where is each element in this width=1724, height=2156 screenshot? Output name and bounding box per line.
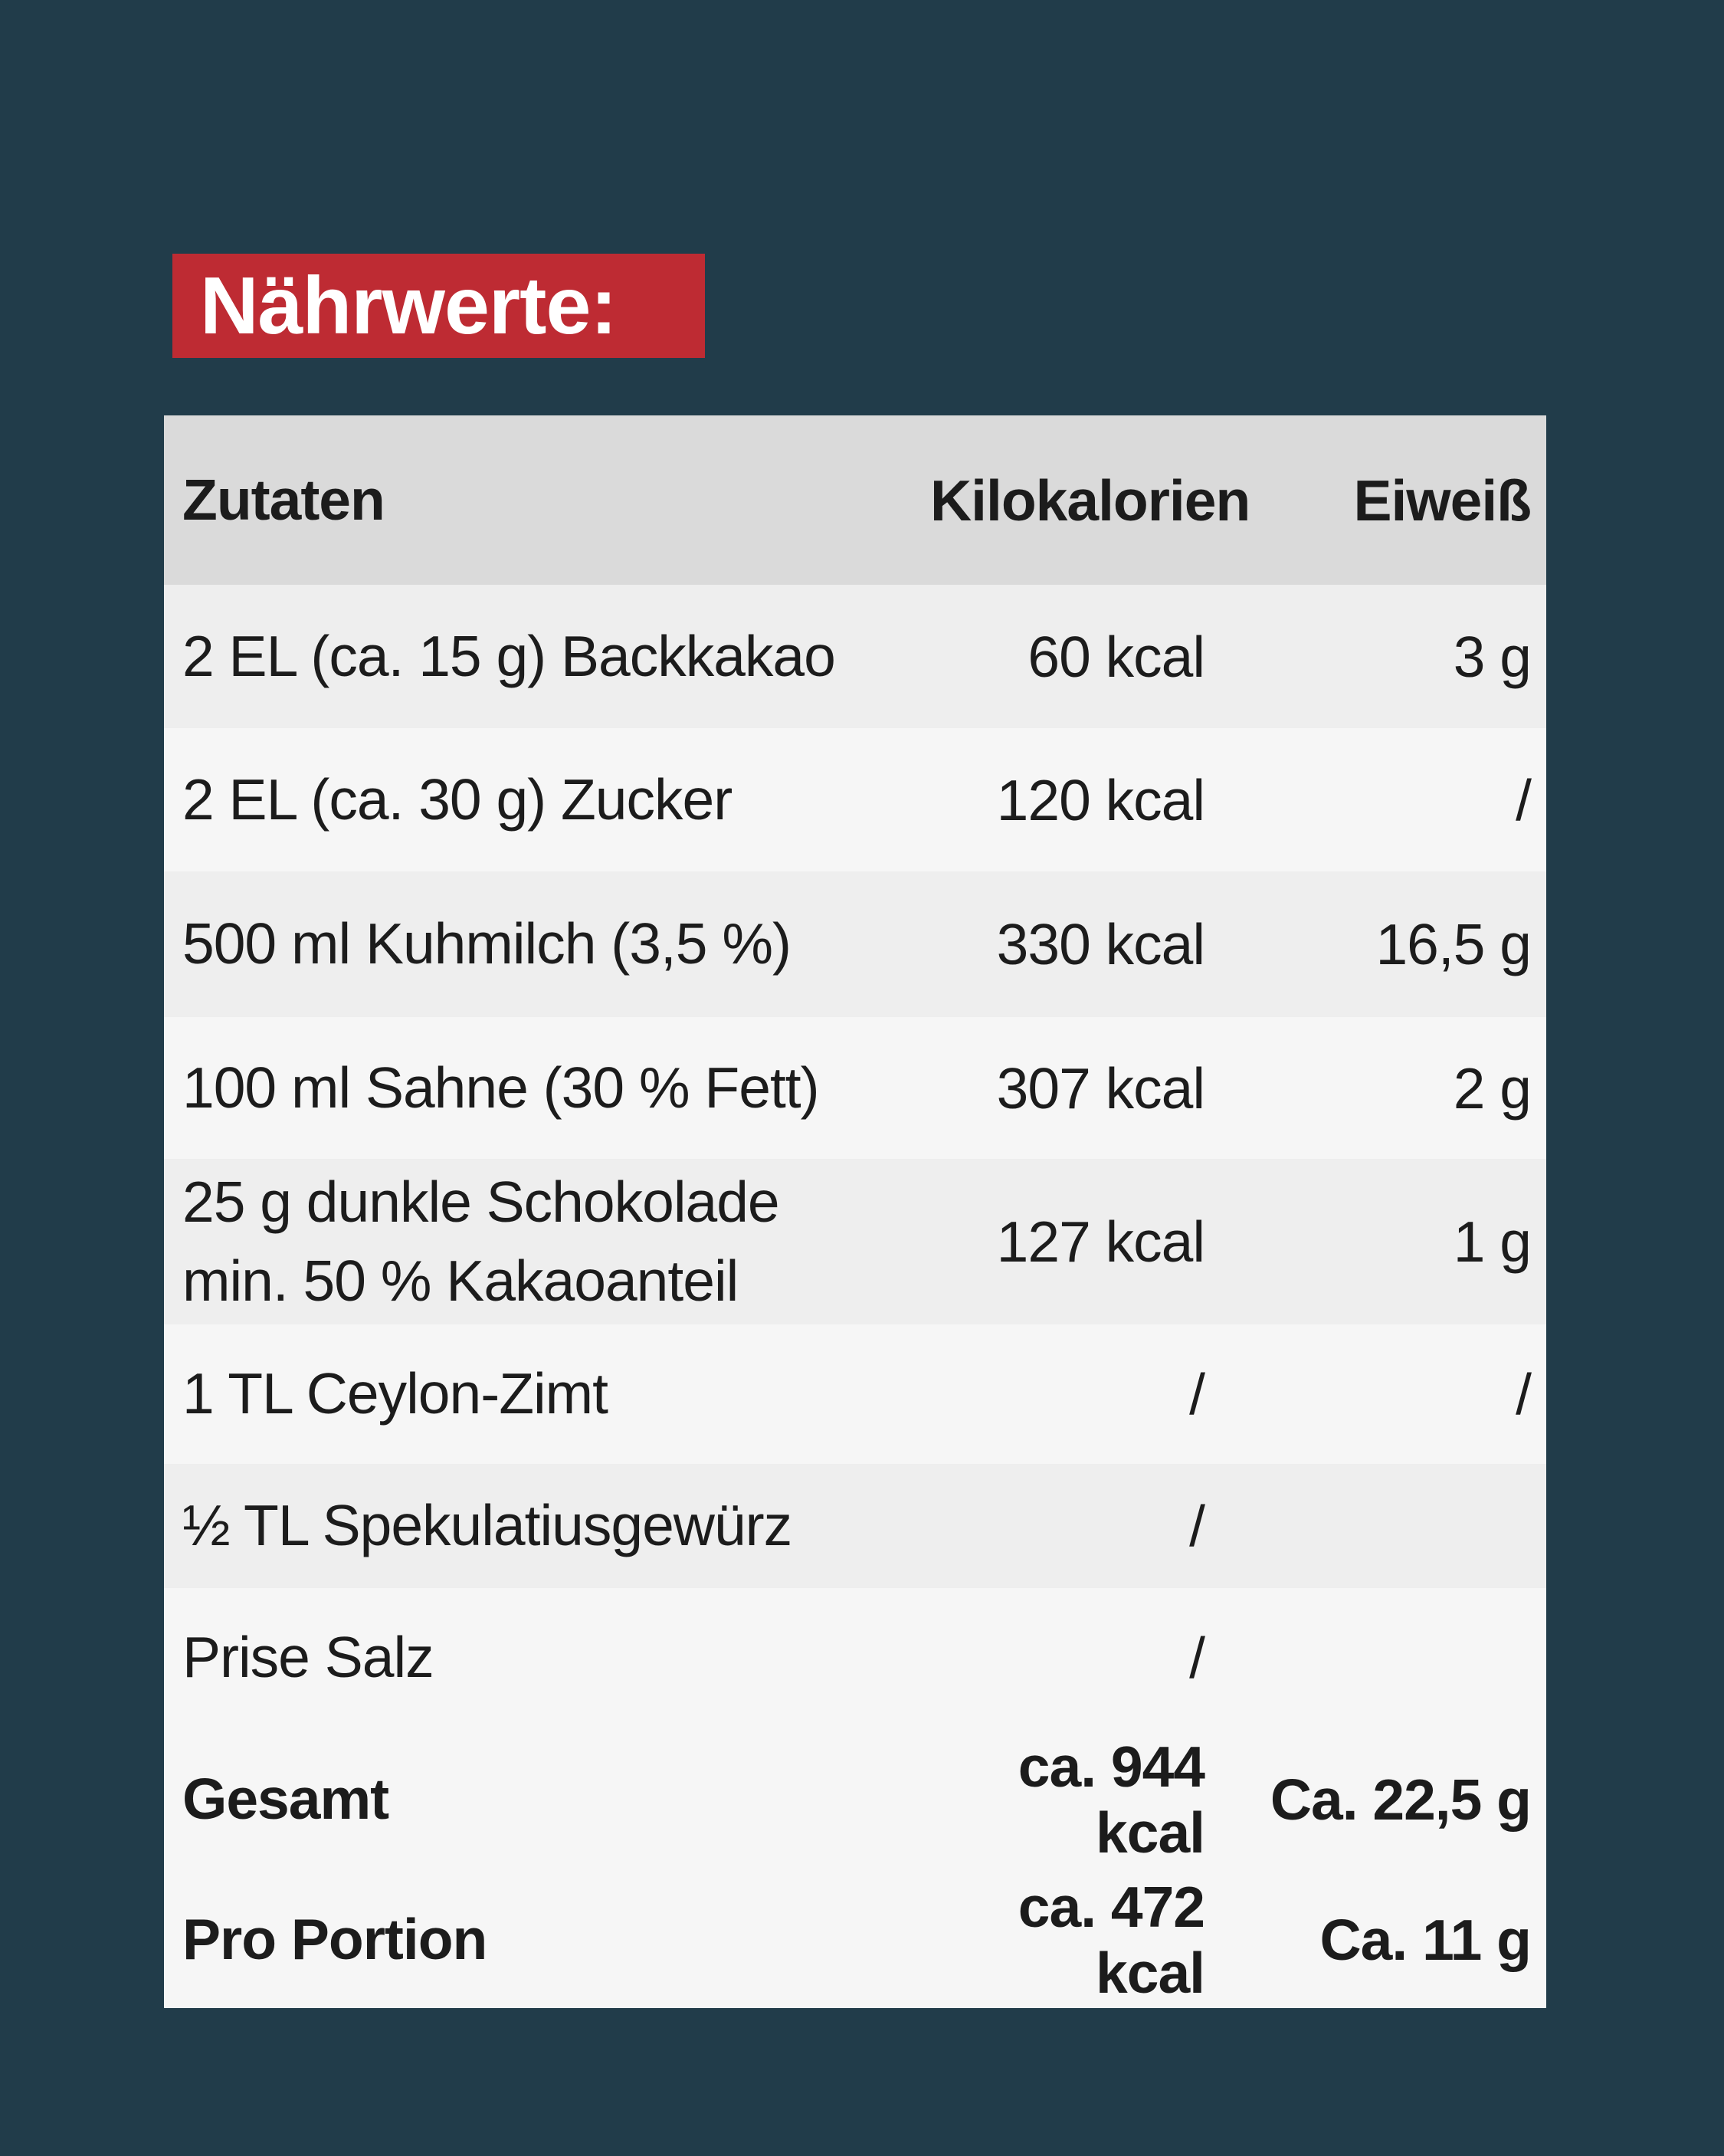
protein-cell: 2 g (1453, 1055, 1531, 1121)
total-row (164, 1728, 1546, 1871)
ingredient-cell: 100 ml Sahne (30 % Fett) (182, 1055, 819, 1120)
ingredient-cell: 1 TL Ceylon-Zimt (182, 1361, 608, 1426)
header-ingredients: Zutaten (182, 467, 385, 532)
kcal-cell: 307 kcal (996, 1055, 1205, 1121)
table-row (164, 728, 1546, 871)
table-row (164, 1464, 1546, 1588)
kcal-cell: 127 kcal (996, 1209, 1205, 1274)
ingredient-cell: ½ TL Spekulatiusgewürz (182, 1493, 792, 1558)
table-row (164, 871, 1546, 1017)
table-header-row (164, 415, 1546, 585)
ingredient-cell: 500 ml Kuhmilch (3,5 %) (182, 911, 791, 976)
ingredient-cell: Prise Salz (182, 1625, 434, 1690)
ingredient-cell: 2 EL (ca. 15 g) Backkakao (182, 623, 835, 688)
title-badge (172, 254, 705, 358)
per-portion-row (164, 1871, 1546, 2008)
page-title: Nährwerte: (200, 261, 617, 351)
kcal-cell: 120 kcal (996, 767, 1205, 832)
kcal-cell: / (1189, 1626, 1205, 1690)
per-portion-label: Pro Portion (182, 1906, 487, 1971)
total-protein: Ca. 22,5 g (1270, 1767, 1531, 1832)
per-portion-kcal: ca. 472 kcal (1018, 1874, 1205, 2005)
total-label: Gesamt (182, 1766, 389, 1831)
table-row (164, 1159, 1546, 1324)
ingredient-line: 25 g dunkle Schokolade (182, 1169, 779, 1234)
table-row (164, 1588, 1546, 1728)
ingredient-cell (164, 1163, 930, 1321)
table-row (164, 1017, 1546, 1159)
header-kcal: Kilokalorien (930, 468, 1250, 533)
protein-cell: 1 g (1453, 1209, 1531, 1274)
kcal-cell: 60 kcal (1028, 624, 1205, 689)
per-portion-protein: Ca. 11 g (1319, 1907, 1531, 1972)
nutrition-table (164, 415, 1546, 2008)
table-row (164, 585, 1546, 728)
protein-cell: / (1516, 767, 1531, 832)
total-kcal: ca. 944 kcal (1018, 1734, 1205, 1865)
kcal-cell: 330 kcal (996, 912, 1205, 976)
protein-cell: / (1516, 1362, 1531, 1426)
kcal-cell: / (1189, 1494, 1205, 1558)
kcal-cell: / (1189, 1362, 1205, 1426)
header-protein: Eiweiß (1353, 468, 1531, 533)
table-row (164, 1324, 1546, 1464)
ingredient-line: min. 50 % Kakaoanteil (182, 1249, 739, 1313)
protein-cell: 3 g (1453, 624, 1531, 689)
protein-cell: 16,5 g (1375, 912, 1531, 976)
ingredient-cell: 2 EL (ca. 30 g) Zucker (182, 766, 733, 832)
